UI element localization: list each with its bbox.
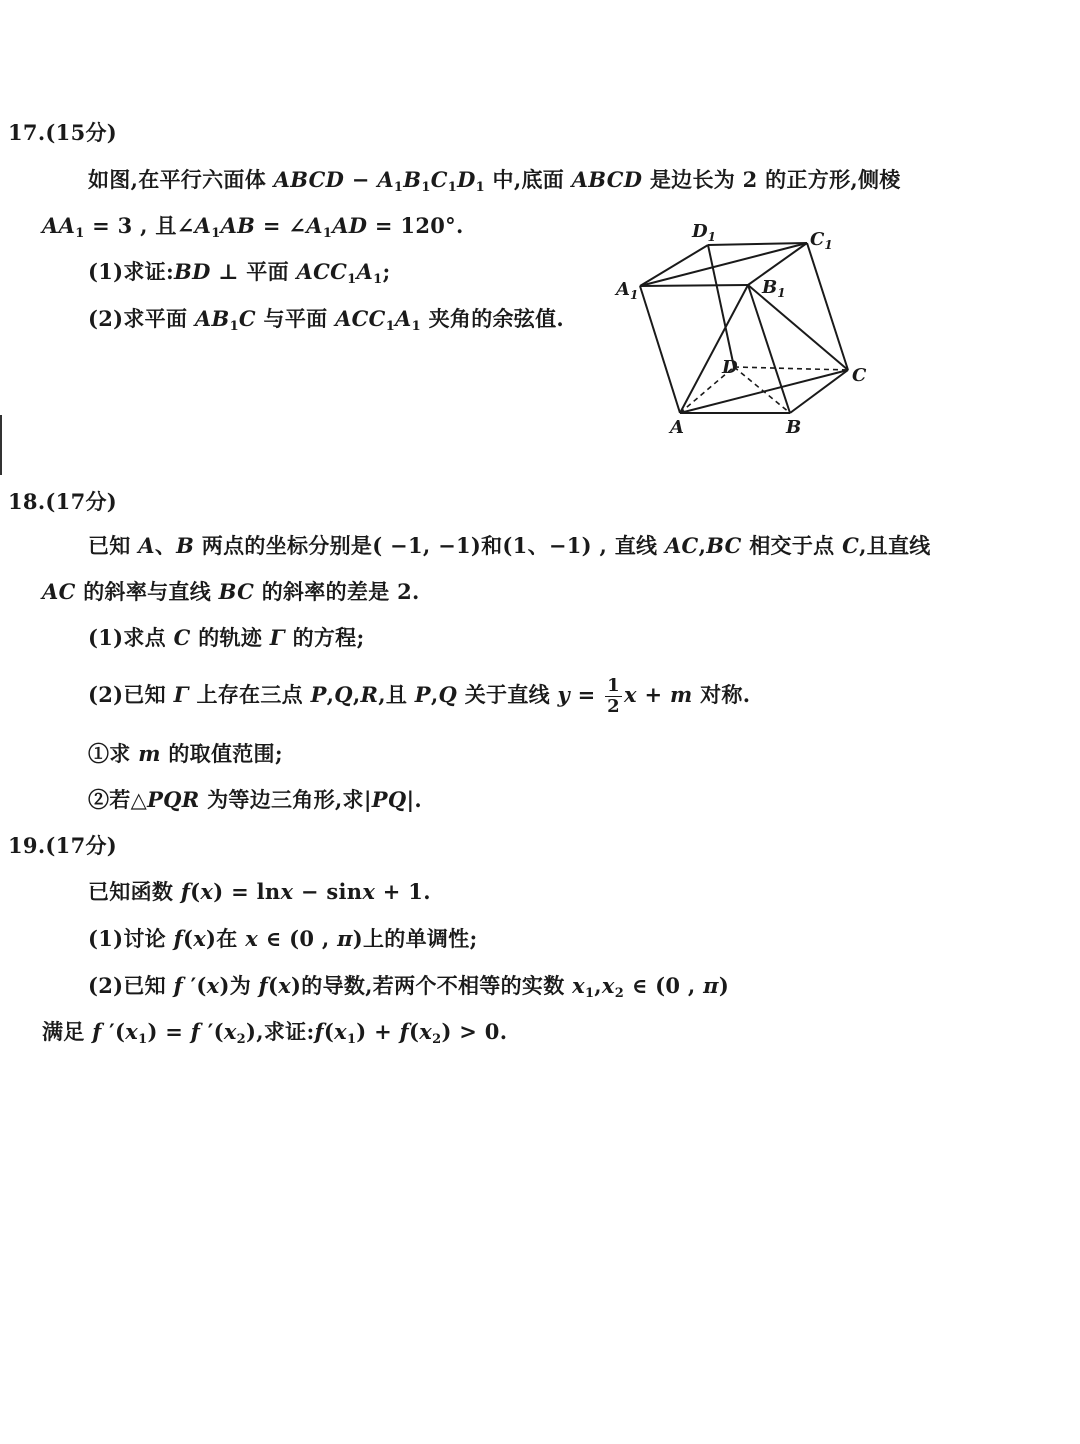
edge-D-C-hidden — [734, 367, 848, 370]
q18-stem-line1: 已知 A、B 两点的坐标分别是( −1, −1)和(1、−1) , 直线 AC,BC 相交于点 C,且直线 — [88, 533, 931, 558]
q17-stem-line1: 如图,在平行六面体 ABCD − $A_1B_1C_1D_1$ 中,底面 ABCD 是边长为 2 的正方形,侧棱 — [88, 167, 901, 195]
scan-edge-mark — [0, 415, 2, 475]
q18-stem-line2: AC 的斜率与直线 BC 的斜率的差是 2. — [42, 579, 420, 604]
edge-C1-C — [807, 243, 848, 370]
label-A1: $A_1$ — [616, 279, 639, 302]
edge-A1-D1 — [640, 245, 708, 286]
label-C1: $C_1$ — [810, 229, 833, 252]
parallelepiped-figure — [610, 215, 880, 440]
q18-header: 18.(17分) — [8, 489, 118, 514]
edge-A1-A — [640, 286, 680, 413]
q17-part2: (2)求平面 $AB_1C$ 与平面 $ACC_1A_1$ 夹角的余弦值. — [88, 306, 565, 334]
edge-B1-C1 — [748, 243, 807, 285]
q17-stem-line2: $AA_1 = 3$ , 且$\angle A_1AB$ = $\angle A_1AD = 120^\circ$. — [42, 213, 464, 241]
edge-A1-B1 — [640, 285, 748, 286]
label-A: A — [670, 417, 684, 438]
q19-part2-line2: 满足 f $'(x_1) = f$ $'(x_2)$,求证$:f(x_1) + f(x_2) > 0$. — [42, 1019, 508, 1047]
q17-header: 17.(15分) — [8, 120, 118, 145]
fraction-one-half: $\frac{1}{2}$ — [607, 675, 620, 717]
edge-D1-C1 — [708, 243, 807, 245]
label-D: D — [722, 357, 738, 378]
label-C: C — [852, 365, 867, 386]
q17-part1: (1)求证:BD ⊥ 平面 $ACC_1A_1$; — [88, 259, 391, 287]
label-B: B — [786, 417, 802, 438]
q19-stem: 已知函数 f(x) = lnx − sinx + 1. — [88, 879, 431, 904]
label-B1: $B_1$ — [762, 277, 786, 300]
edge-A-B1 — [680, 285, 748, 413]
edge-A1-C1 — [640, 243, 807, 286]
q19-header: 19.(17分) — [8, 833, 118, 858]
q18-sub2: ②若△PQR 为等边三角形,求|PQ|. — [88, 787, 423, 812]
label-D1: $D_1$ — [692, 221, 716, 244]
q18-part2: (2)已知 Γ 上存在三点 P,Q,R,且 P,Q 关于直线 y = $\frac{1}{2}$ x + m 对称. — [88, 675, 751, 717]
q18-part1: (1)求点 C 的轨迹 Γ 的方程; — [88, 625, 365, 650]
q19-part1: (1)讨论 f(x)在 x ∈ (0 , π)上的单调性; — [88, 926, 478, 951]
q18-sub1: ①求 m 的取值范围; — [88, 741, 283, 766]
q19-part2: (2)已知 f ′(x)为 f(x)的导数,若两个不相等的实数 $x_1,x_2$ ∈ (0 , π) — [88, 973, 730, 1001]
